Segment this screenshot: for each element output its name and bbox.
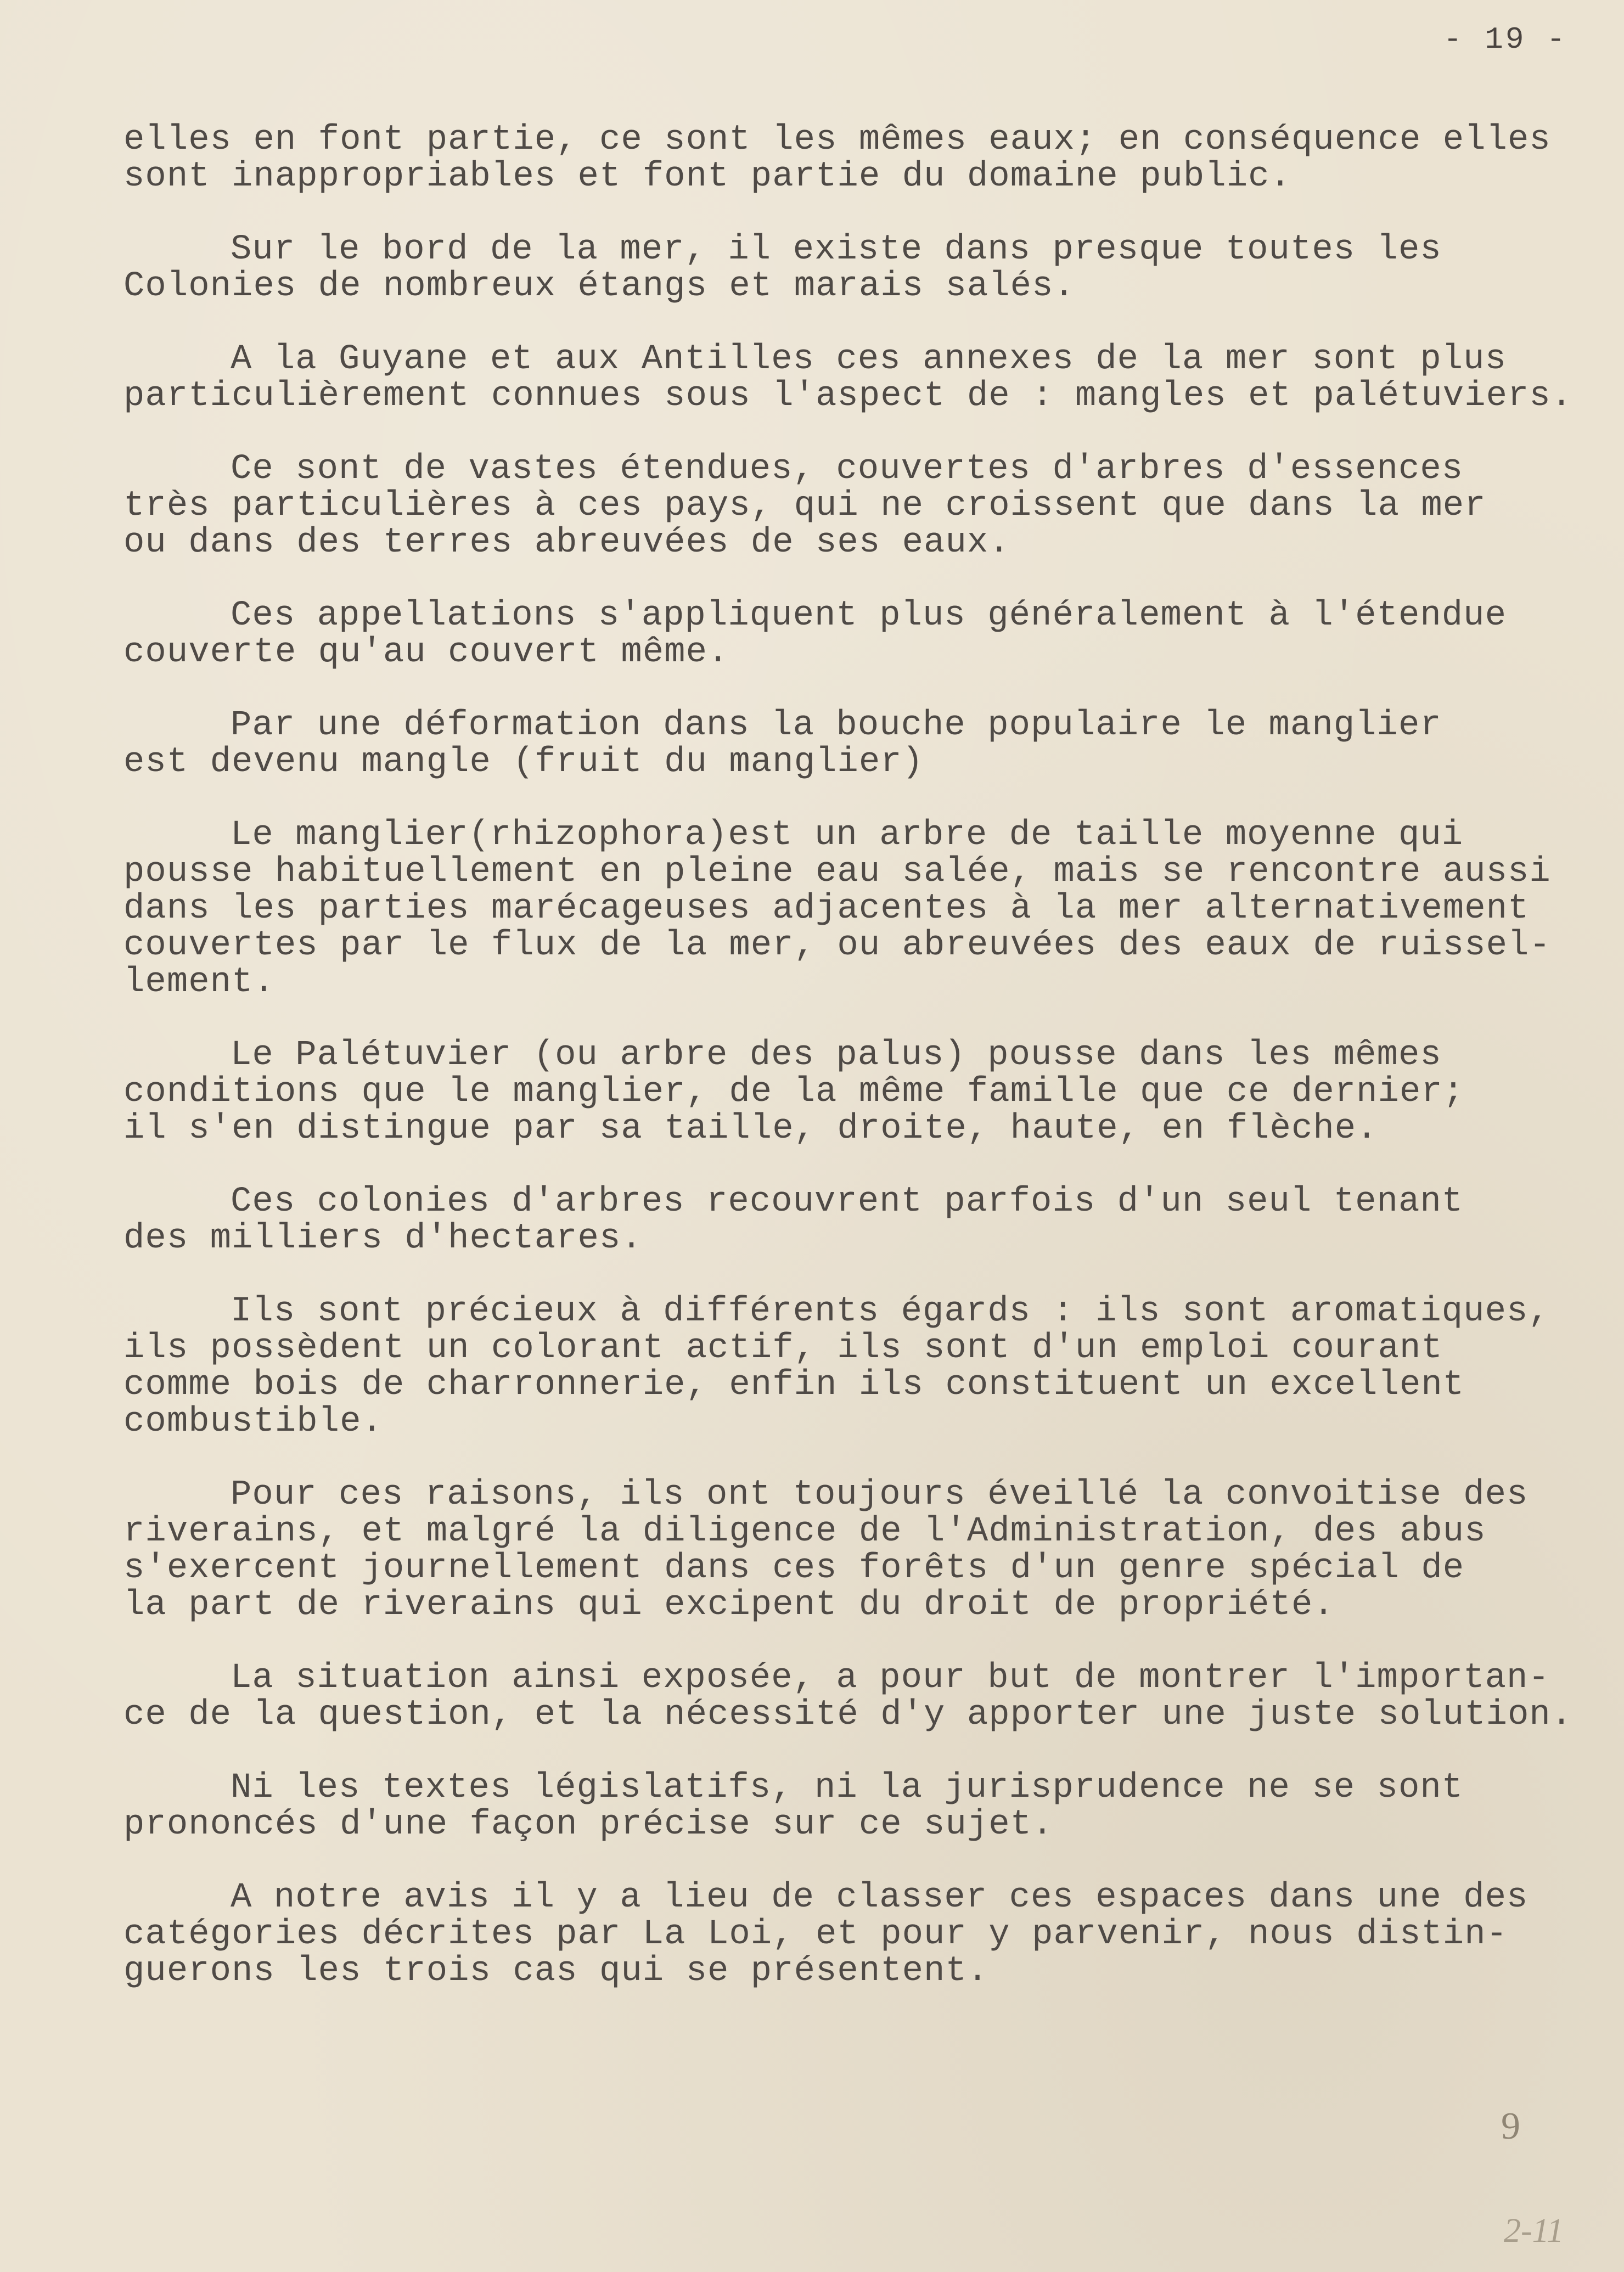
paragraph — [123, 817, 1605, 1001]
text-line: catégories décrites par La Loi, et pour y parvenir, nous distin- — [123, 1915, 1508, 1954]
text-line: Ils sont précieux à différents égards : ils sont aromatiques, — [231, 1292, 1550, 1331]
text-line: couverte qu'au couvert même. — [123, 633, 729, 672]
text-line: Colonies de nombreux étangs et marais salés. — [123, 267, 1075, 306]
paragraph — [123, 232, 1605, 305]
text-line: dans les parties marécageuses adjacentes à la mer alternativement — [123, 889, 1530, 929]
document-body — [123, 122, 1605, 2026]
text-line: guerons les trois cas qui se présentent. — [123, 1952, 989, 1991]
text-line: très particulières à ces pays, qui ne croissent que dans la mer — [123, 486, 1486, 526]
paragraph — [123, 598, 1605, 671]
paragraph — [123, 1770, 1605, 1843]
text-line: prononcés d'une façon précise sur ce sujet. — [123, 1805, 1054, 1844]
text-line: pousse habituellement en pleine eau salée, mais se rencontre aussi — [123, 852, 1551, 892]
paragraph — [123, 122, 1605, 195]
text-line: sont inappropriables et font partie du domaine public. — [123, 157, 1291, 196]
text-line: des milliers d'hectares. — [123, 1219, 643, 1258]
text-line: Ces appellations s'appliquent plus généralement à l'étendue — [231, 596, 1507, 636]
text-line: s'exercent journellement dans ces forêts d'un genre spécial de — [123, 1549, 1465, 1588]
text-line: lement. — [123, 963, 275, 1002]
text-line: Sur le bord de la mer, il existe dans presque toutes les — [231, 230, 1442, 269]
text-line: Par une déformation dans la bouche populaire le manglier — [231, 706, 1442, 745]
text-line: la part de riverains qui excipent du droit de propriété. — [123, 1585, 1335, 1625]
text-line: Ni les textes législatifs, ni la jurisprudence ne se sont — [231, 1768, 1464, 1808]
paragraph — [123, 1660, 1605, 1734]
paragraph — [123, 1037, 1605, 1148]
text-line: elles en font partie, ce sont les mêmes eaux; en conséquence elles — [123, 120, 1551, 160]
page-number: - 19 - — [1443, 22, 1567, 57]
paragraph — [123, 1294, 1605, 1441]
text-line: il s'en distingue par sa taille, droite, haute, en flèche. — [123, 1109, 1378, 1149]
handwritten-folio-range: 2-11 — [1504, 2212, 1564, 2249]
paragraph — [123, 1477, 1605, 1624]
text-line: Le manglier(rhizophora)est un arbre de taille moyenne qui — [231, 816, 1464, 855]
text-line: ou dans des terres abreuvées de ses eaux. — [123, 523, 1010, 563]
text-line: La situation ainsi exposée, a pour but de montrer l'importan- — [231, 1658, 1550, 1698]
text-line: A notre avis il y a lieu de classer ces espaces dans une des — [231, 1878, 1529, 1917]
paragraph — [123, 451, 1605, 561]
text-line: Le Palétuvier (ou arbre des palus) pousse dans les mêmes — [231, 1036, 1442, 1075]
text-line: particulièrement connues sous l'aspect de : mangles et palétuviers. — [123, 376, 1573, 416]
text-line: comme bois de charronnerie, enfin ils constituent un excellent — [123, 1365, 1465, 1405]
text-line: riverains, et malgré la diligence de l'Administration, des abus — [123, 1512, 1486, 1551]
text-line: combustible. — [123, 1402, 383, 1442]
text-line: couvertes par le flux de la mer, ou abreuvées des eaux de ruissel- — [123, 926, 1551, 965]
text-line: ce de la question, et la nécessité d'y apporter une juste solution. — [123, 1695, 1573, 1735]
handwritten-folio-mark: 9 — [1501, 2105, 1520, 2147]
paragraph — [123, 1184, 1605, 1257]
paragraph — [123, 1880, 1605, 1990]
paragraph — [123, 707, 1605, 781]
text-line: Ces colonies d'arbres recouvrent parfois d'un seul tenant — [231, 1182, 1464, 1222]
text-line: ils possèdent un colorant actif, ils sont d'un emploi courant — [123, 1329, 1443, 1368]
text-line: conditions que le manglier, de la même famille que ce dernier; — [123, 1072, 1465, 1112]
text-line: Ce sont de vastes étendues, couvertes d'arbres d'essences — [231, 449, 1464, 489]
text-line: A la Guyane et aux Antilles ces annexes de la mer sont plus — [231, 340, 1507, 379]
text-line: est devenu mangle (fruit du manglier) — [123, 743, 924, 782]
text-line: Pour ces raisons, ils ont toujours éveillé la convoitise des — [231, 1475, 1529, 1515]
paragraph — [123, 341, 1605, 415]
